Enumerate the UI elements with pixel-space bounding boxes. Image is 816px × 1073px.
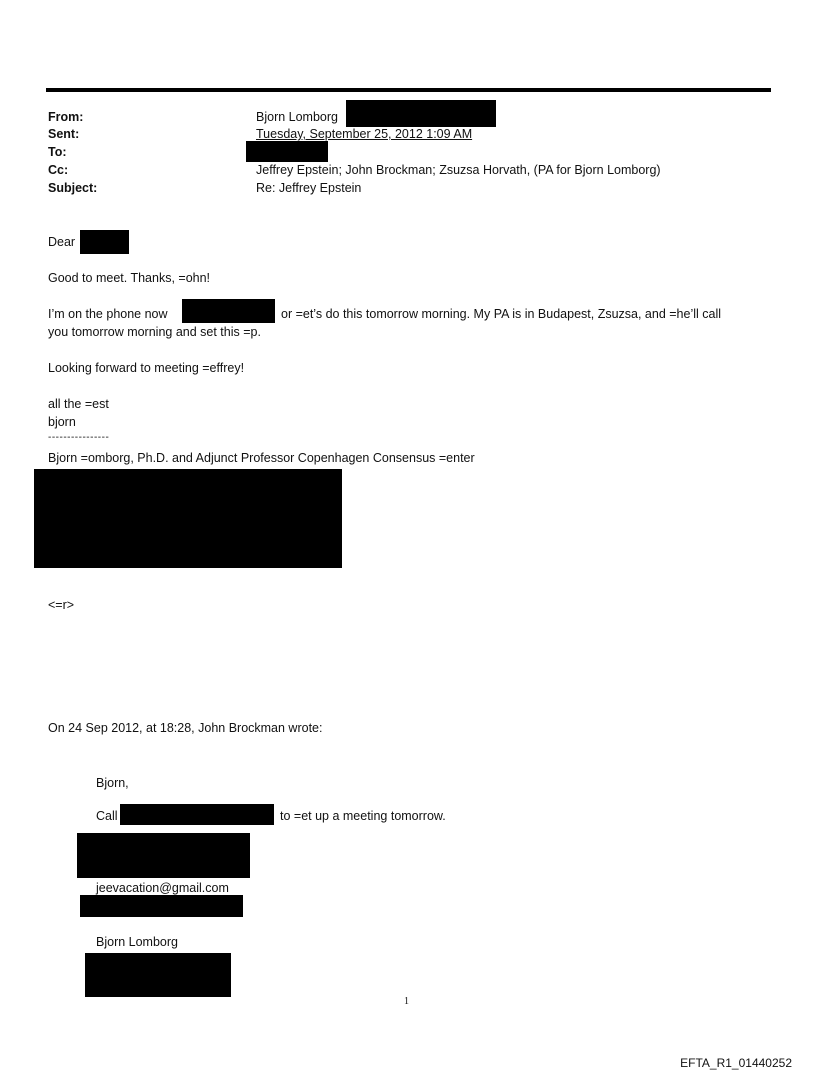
signoff-name: bjorn [48, 415, 76, 429]
header-divider-rule [46, 88, 771, 92]
quoted-email: jeevacation@gmail.com [96, 881, 229, 895]
greeting: Dear [48, 235, 76, 249]
subject-label: Subject: [48, 181, 98, 195]
redaction-block [80, 230, 129, 254]
redaction-block [120, 804, 274, 825]
document-id: EFTA_R1_01440252 [680, 1056, 792, 1070]
quoted-salutation: Bjorn, [96, 776, 129, 790]
body-line-phone-b: or =et’s do this tomorrow morning. My PA is in Budapest, Zsuzsa, and =he’ll call [281, 307, 722, 321]
redaction-block [34, 469, 342, 568]
page-number: 1 [404, 996, 409, 1007]
redaction-block [182, 299, 275, 323]
subject-value: Re: Jeffrey Epstein [256, 181, 362, 195]
from-value: Bjorn Lomborg [256, 110, 338, 124]
sent-label: Sent: [48, 127, 80, 141]
body-line-thanks: Good to meet. Thanks, =ohn! [48, 271, 211, 285]
sent-value: Tuesday, September 25, 2012 1:09 AM [256, 127, 473, 141]
redaction-block [346, 100, 496, 127]
body-line-phone-a: I’m on the phone now [48, 307, 168, 321]
cc-value: Jeffrey Epstein; John Brockman; Zsuzsa Horvath, (PA for Bjorn Lomborg) [256, 163, 661, 177]
signoff-line: all the =est [48, 397, 109, 411]
from-label: From: [48, 110, 84, 124]
body-line-phone-c: you tomorrow morning and set this =p. [48, 325, 261, 339]
redaction-block [246, 141, 328, 162]
cc-label: Cc: [48, 163, 69, 177]
signature-divider: ---------------- [48, 432, 110, 443]
quoted-call-b: to =et up a meeting tomorrow. [280, 809, 446, 823]
quoted-name: Bjorn Lomborg [96, 935, 178, 949]
redaction-block [85, 953, 231, 997]
br-tag-text: <=r> [48, 598, 75, 612]
signature-line: Bjorn =omborg, Ph.D. and Adjunct Professor Copenhagen Consensus =enter [48, 451, 475, 465]
quoted-call-a: Call [96, 809, 118, 823]
quoted-intro: On 24 Sep 2012, at 18:28, John Brockman wrote: [48, 721, 323, 735]
to-label: To: [48, 145, 67, 159]
body-line-looking-forward: Looking forward to meeting =effrey! [48, 361, 245, 375]
redaction-block [77, 833, 250, 878]
redaction-block [80, 895, 243, 917]
